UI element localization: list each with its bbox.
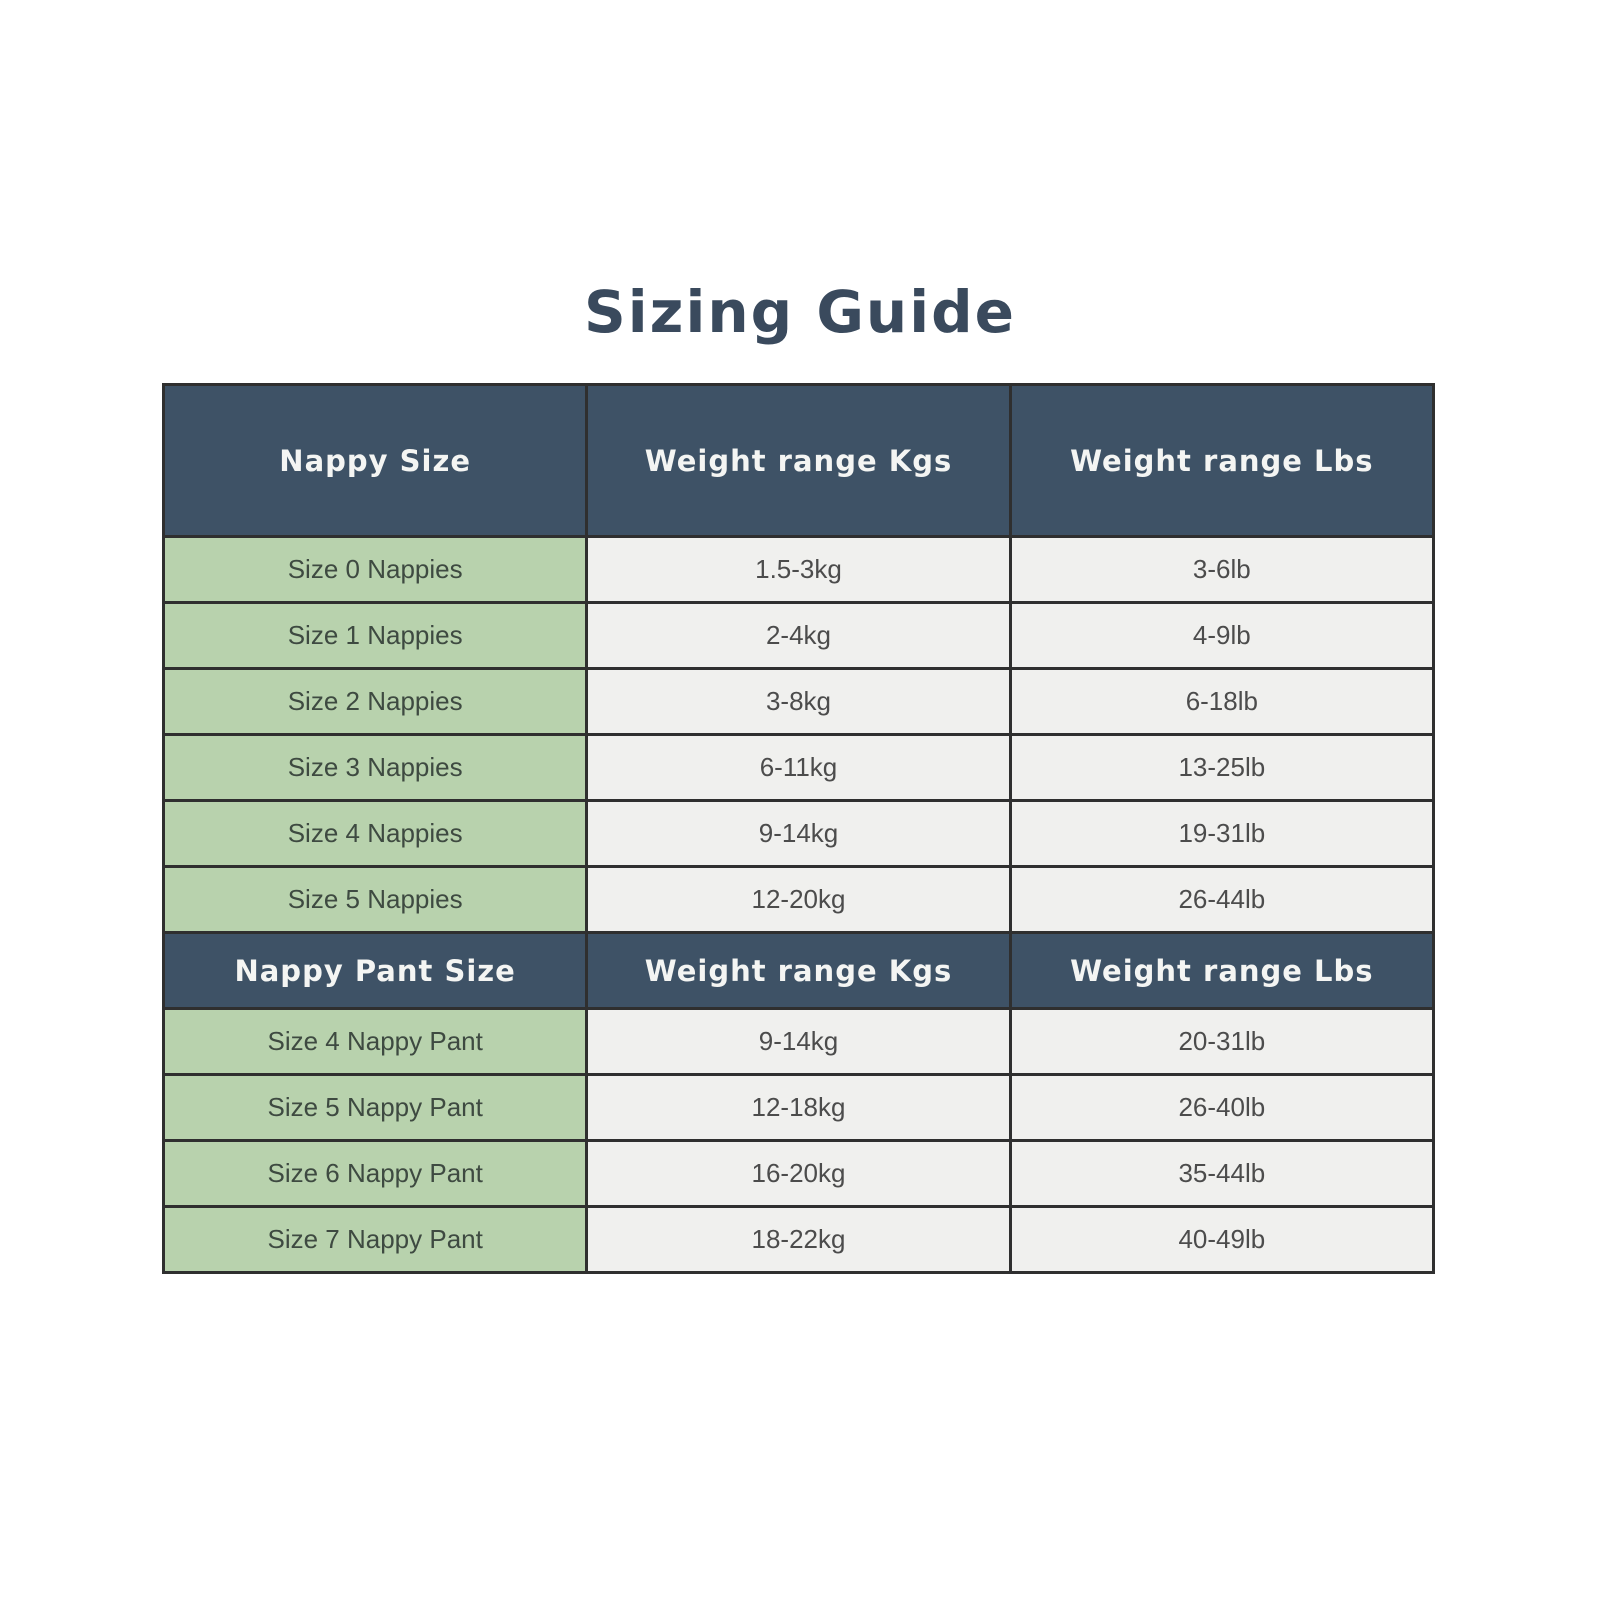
table-row-size-4-nappy-pant: [164, 1009, 1434, 1075]
sizing-table: [162, 383, 1435, 1274]
weight-lb-cell: 3-6lb: [1010, 537, 1433, 603]
weight-lb-cell: 26-44lb: [1010, 867, 1433, 933]
row-label-cell: Size 7 Nappy Pant: [164, 1207, 587, 1273]
weight-lb-cell: 4-9lb: [1010, 603, 1433, 669]
table-row-size-4-nappies: [164, 801, 1434, 867]
weight-kg-cell: 6-11kg: [587, 735, 1010, 801]
weight-kg-cell: 1.5-3kg: [587, 537, 1010, 603]
weight-kg-cell: 9-14kg: [587, 801, 1010, 867]
weight-lb-cell: 19-31lb: [1010, 801, 1433, 867]
nappy-size-header-row: [164, 385, 1434, 537]
weight-kg-cell: 12-20kg: [587, 867, 1010, 933]
weight-kg-cell: 9-14kg: [587, 1009, 1010, 1075]
header-cell-weight-lbs: Weight range Lbs: [1010, 385, 1433, 537]
table-row-size-2-nappies: [164, 669, 1434, 735]
row-label-cell: Size 0 Nappies: [164, 537, 587, 603]
weight-lb-cell: 6-18lb: [1010, 669, 1433, 735]
row-label-cell: Size 3 Nappies: [164, 735, 587, 801]
row-label-cell: Size 5 Nappies: [164, 867, 587, 933]
row-label-cell: Size 5 Nappy Pant: [164, 1075, 587, 1141]
header-cell-weight-kgs: Weight range Kgs: [587, 933, 1010, 1009]
table-row-size-7-nappy-pant: [164, 1207, 1434, 1273]
weight-lb-cell: 20-31lb: [1010, 1009, 1433, 1075]
nappy-pant-size-header-row: [164, 933, 1434, 1009]
header-cell-nappy-pant-size: Nappy Pant Size: [164, 933, 587, 1009]
weight-lb-cell: 26-40lb: [1010, 1075, 1433, 1141]
row-label-cell: Size 2 Nappies: [164, 669, 587, 735]
header-cell-weight-lbs: Weight range Lbs: [1010, 933, 1433, 1009]
weight-kg-cell: 2-4kg: [587, 603, 1010, 669]
row-label-cell: Size 4 Nappies: [164, 801, 587, 867]
table-row-size-6-nappy-pant: [164, 1141, 1434, 1207]
weight-kg-cell: 3-8kg: [587, 669, 1010, 735]
row-label-cell: Size 6 Nappy Pant: [164, 1141, 587, 1207]
table-row-size-5-nappies: [164, 867, 1434, 933]
header-cell-nappy-size: Nappy Size: [164, 385, 587, 537]
table-row-size-3-nappies: [164, 735, 1434, 801]
weight-lb-cell: 13-25lb: [1010, 735, 1433, 801]
weight-kg-cell: 16-20kg: [587, 1141, 1010, 1207]
table-row-size-5-nappy-pant: [164, 1075, 1434, 1141]
table-row-size-1-nappies: [164, 603, 1434, 669]
weight-kg-cell: 18-22kg: [587, 1207, 1010, 1273]
row-label-cell: Size 1 Nappies: [164, 603, 587, 669]
row-label-cell: Size 4 Nappy Pant: [164, 1009, 587, 1075]
header-cell-weight-kgs: Weight range Kgs: [587, 385, 1010, 537]
table-row-size-0-nappies: [164, 537, 1434, 603]
page-title: Sizing Guide: [584, 278, 1016, 346]
weight-kg-cell: 12-18kg: [587, 1075, 1010, 1141]
weight-lb-cell: 35-44lb: [1010, 1141, 1433, 1207]
weight-lb-cell: 40-49lb: [1010, 1207, 1433, 1273]
